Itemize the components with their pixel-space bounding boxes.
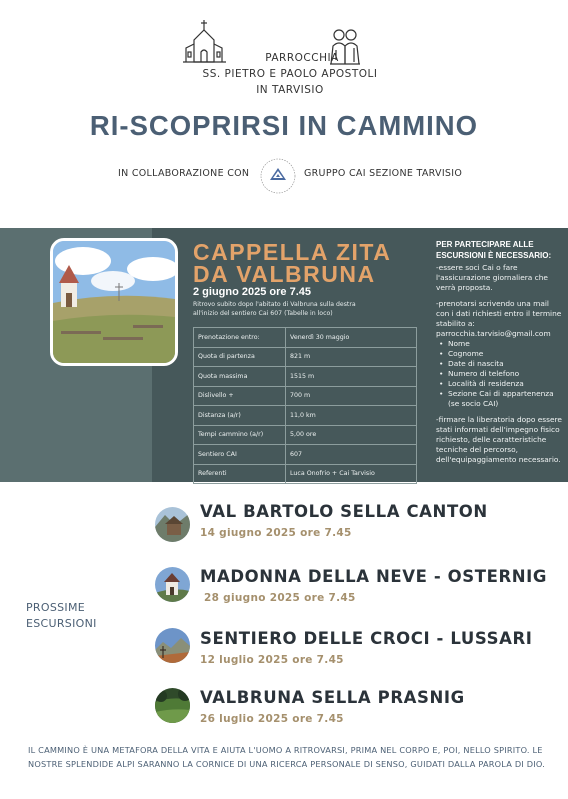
- required-data-item: • Nome: [436, 339, 564, 349]
- details-value: 11,0 km: [286, 406, 417, 426]
- event-date: 26 luglio 2025 ore 7.45: [200, 713, 344, 725]
- required-data-item: • Località di residenza: [436, 379, 564, 389]
- details-row: [194, 464, 417, 484]
- details-value: 700 m: [286, 386, 417, 406]
- participation-requirements: [436, 240, 564, 471]
- collaboration-label: IN COLLABORAZIONE CON: [118, 168, 250, 179]
- details-row: [194, 406, 417, 426]
- parish-name-line3: IN TARVISIO: [256, 84, 324, 96]
- event-thumbnail: [155, 628, 190, 663]
- details-label: Dislivello +: [194, 386, 286, 406]
- parish-name-line1: PARROCCHIA: [265, 52, 339, 64]
- event-date: 14 giugno 2025 ore 7.45: [200, 527, 352, 539]
- meeting-line1: Ritrovo subito dopo l'abitato di Valbruna sulla destra: [193, 301, 356, 308]
- details-value: 821 m: [286, 347, 417, 367]
- details-label: Quota di partenza: [194, 347, 286, 367]
- details-row: [194, 347, 417, 367]
- event-thumbnail: [155, 688, 190, 723]
- event-details-table: [193, 327, 417, 484]
- event-thumbnail: [155, 567, 190, 602]
- footer-line1: IL CAMMINO È UNA METAFORA DELLA VITA E AIUTA L'UOMO A RITROVARSI, PRIMA NEL CORPO E, POI, NELLO SPIRITO. LE: [28, 745, 543, 755]
- requirement-waiver: -firmare la liberatoria dopo essere stati informati dell'impegno fisico richiesto, delle caratteristiche tecniche del percorso, dell'equipaggiamento necessario.: [436, 415, 562, 464]
- required-data-item: • Sezione Cai di appartenenza (se socio CAI): [436, 389, 564, 409]
- footer-line2: NOSTRE SPLENDIDE ALPI SARANNO LA CORNICE DI UNA RICERCA PERSONALE DI SENSO, GUIDATI DALLA PAROLA DI DIO.: [28, 759, 546, 769]
- booking-email[interactable]: parrocchia.tarvisio@gmail.com: [436, 329, 551, 338]
- details-label: Referenti: [194, 464, 286, 484]
- required-data-item: • Cognome: [436, 349, 564, 359]
- event-date: 12 luglio 2025 ore 7.45: [200, 654, 344, 666]
- details-value: 607: [286, 445, 417, 465]
- featured-title-line1: CAPPELLA ZITA: [193, 239, 392, 265]
- details-value: Luca Onofrio + Cai Tarvisio: [286, 464, 417, 484]
- cai-emblem-icon: [258, 156, 298, 196]
- featured-date: 2 giugno 2025 ore 7.45: [193, 286, 311, 298]
- details-value: Venerdì 30 maggio: [286, 328, 417, 348]
- event-date: 28 giugno 2025 ore 7.45: [204, 592, 356, 604]
- featured-title-line2: DA VALBRUNA: [193, 261, 376, 287]
- featured-meeting-point: [193, 300, 413, 318]
- upcoming-label: [26, 600, 97, 632]
- details-row: [194, 445, 417, 465]
- page-title: RI-SCOPRIRSI IN CAMMINO: [89, 110, 479, 141]
- event-title: VAL BARTOLO SELLA CANTON: [200, 502, 488, 521]
- details-value: 1515 m: [286, 367, 417, 387]
- footer-quote: [28, 743, 548, 771]
- details-row: [194, 425, 417, 445]
- event-title: SENTIERO DELLE CROCI - LUSSARI: [200, 629, 533, 648]
- details-row: [194, 328, 417, 348]
- details-value: 5,00 ore: [286, 425, 417, 445]
- details-label: Distanza (a/r): [194, 406, 286, 426]
- details-row: [194, 367, 417, 387]
- event-title: VALBRUNA SELLA PRASNIG: [200, 688, 465, 707]
- required-data-item: • Date di nascita: [436, 359, 564, 369]
- details-label: Tempi cammino (a/r): [194, 425, 286, 445]
- details-row: [194, 386, 417, 406]
- required-data-item: • Numero di telefono: [436, 369, 564, 379]
- chapel-photo: [50, 238, 178, 366]
- requirement-membership: -essere soci Cai o fare l'assicurazione giornaliera che verrà proposta.: [436, 263, 548, 292]
- details-label: Quota massima: [194, 367, 286, 387]
- requirement-booking: -prenotarsi scrivendo una mail con i dati richiesti entro il termine stabilito a:: [436, 299, 562, 328]
- header: [0, 0, 568, 228]
- event-title: MADONNA DELLA NEVE - OSTERNIG: [200, 567, 548, 586]
- details-label: Sentiero CAI: [194, 445, 286, 465]
- parish-name-line2: SS. PIETRO E PAOLO APOSTOLI: [202, 68, 378, 80]
- participation-title: PER PARTECIPARE ALLE ESCURSIONI È NECESSARIO:: [436, 240, 552, 260]
- event-thumbnail: [155, 507, 190, 542]
- required-data-list: [436, 339, 564, 409]
- upcoming-label-line2: ESCURSIONI: [26, 617, 97, 630]
- collaboration-partner: GRUPPO CAI SEZIONE TARVISIO: [304, 168, 463, 179]
- upcoming-label-line1: PROSSIME: [26, 601, 85, 614]
- meeting-line2: all'inizio del sentiero Cai 607 (Tabelle in loco): [193, 310, 333, 317]
- details-label: Prenotazione entro:: [194, 328, 286, 348]
